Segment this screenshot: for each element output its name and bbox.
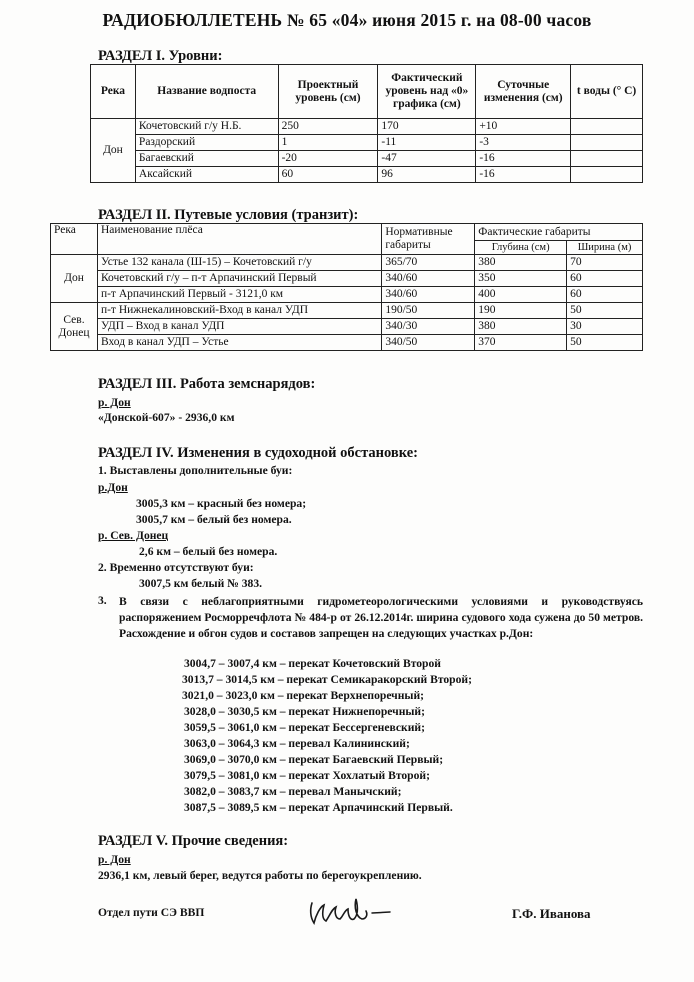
- transit-depth: 380: [475, 319, 567, 335]
- page-title: РАДИОБЮЛЛЕТЕНЬ № 65 «04» июня 2015 г. на 08-00 часов: [102, 10, 592, 30]
- table-row: [51, 303, 643, 319]
- transit-depth: 400: [475, 287, 567, 303]
- transit-norm: 340/30: [382, 319, 475, 335]
- transit-norm: 340/60: [382, 287, 475, 303]
- levels-actual: -11: [378, 135, 476, 151]
- transit-stretch: Вход в канал УДП – Устье: [97, 335, 381, 351]
- levels-temp: [571, 167, 643, 183]
- restriction-item: 3028,0 – 3030,5 км – перекат Нижнепоречный;: [184, 705, 425, 718]
- transit-river-line2: Донец: [58, 326, 90, 339]
- transit-width: 60: [567, 287, 643, 303]
- levels-header-actual: Фактический уровень над «0» графика (см): [378, 65, 476, 119]
- transit-river-cell: Дон: [51, 255, 98, 303]
- transit-stretch: Устье 132 канала (Ш-15) – Кочетовский г/у: [97, 255, 381, 271]
- transit-norm: 365/70: [382, 255, 475, 271]
- section4-heading: РАЗДЕЛ IV. Изменения в судоходной обстановке:: [98, 445, 418, 461]
- table-row: [51, 287, 643, 303]
- buoy-item: 2,6 км – белый без номера.: [139, 545, 278, 558]
- transit-depth: 380: [475, 255, 567, 271]
- section4-item3-text: В связи с неблагоприятными гидрометеорологическими условиями и руководствуясь распоряжением Росморречфлота № 484-р от 26.12.2014г. ширина судового хода сужена до 50 метров. Расхождение и обгон судов и составов запрещен на следующих участках р.Дон:: [119, 595, 643, 640]
- restriction-item: 3013,7 – 3014,5 км – перекат Семикаракорский Второй;: [182, 673, 472, 686]
- levels-temp: [571, 135, 643, 151]
- section3-river: р. Дон: [98, 396, 131, 409]
- restriction-item: 3004,7 – 3007,4 км – перекат Кочетовский Второй: [184, 657, 441, 670]
- levels-actual: 170: [378, 119, 476, 135]
- footer-signer: Г.Ф. Иванова: [512, 906, 591, 921]
- buoy-item: 3005,3 км – красный без номера;: [136, 497, 307, 510]
- table-row: [91, 167, 643, 183]
- transit-header-actual: Фактические габариты: [475, 224, 643, 241]
- table-row: [91, 135, 643, 151]
- transit-table: [50, 223, 643, 351]
- levels-post: Раздорский: [135, 135, 278, 151]
- table-row: [51, 335, 643, 351]
- transit-stretch: Кочетовский г/у – п-т Арпачинский Первый: [97, 271, 381, 287]
- levels-change: -16: [476, 151, 571, 167]
- levels-project: 60: [278, 167, 378, 183]
- transit-norm: 340/60: [382, 271, 475, 287]
- buoy-item: 3005,7 км – белый без номера.: [136, 513, 292, 526]
- levels-header-post: Название водпоста: [135, 65, 278, 119]
- transit-width: 50: [567, 335, 643, 351]
- table-row: [51, 255, 643, 271]
- transit-river-cell: [51, 303, 98, 351]
- footer-department: Отдел пути СЭ ВВП: [98, 906, 205, 919]
- section4-item1: 1. Выставлены дополнительные буи:: [98, 464, 293, 477]
- levels-post: Багаевский: [135, 151, 278, 167]
- transit-width: 30: [567, 319, 643, 335]
- section1-heading: РАЗДЕЛ I. Уровни:: [98, 48, 223, 64]
- levels-temp: [571, 151, 643, 167]
- restriction-item: 3063,0 – 3064,3 км – перевал Калининский;: [184, 737, 410, 750]
- section3-heading: РАЗДЕЛ III. Работа земснарядов:: [98, 376, 316, 392]
- section5-text: 2936,1 км, левый берег, ведутся работы по берегоукреплению.: [98, 869, 422, 882]
- section4-item3-num: 3.: [98, 594, 107, 607]
- transit-stretch: п-т Нижнекалиновский-Вход в канал УДП: [97, 303, 381, 319]
- levels-table: [90, 64, 643, 183]
- transit-stretch: УДП – Вход в канал УДП: [97, 319, 381, 335]
- levels-project: -20: [278, 151, 378, 167]
- transit-depth: 350: [475, 271, 567, 287]
- section2-heading: РАЗДЕЛ II. Путевые условия (транзит):: [98, 207, 359, 223]
- transit-width: 60: [567, 271, 643, 287]
- transit-header-river: Река: [51, 224, 98, 255]
- transit-header-width: Ширина (м): [567, 241, 643, 255]
- transit-norm: 190/50: [382, 303, 475, 319]
- levels-project: 1: [278, 135, 378, 151]
- table-row: [51, 319, 643, 335]
- transit-depth: 370: [475, 335, 567, 351]
- levels-change: -16: [476, 167, 571, 183]
- levels-post: Аксайский: [135, 167, 278, 183]
- levels-header-change: Суточные изменения (см): [476, 65, 571, 119]
- levels-actual: -47: [378, 151, 476, 167]
- section3-text: «Донской-607» - 2936,0 км: [98, 411, 235, 424]
- signature-image: [304, 893, 396, 929]
- restriction-item: 3082,0 – 3083,7 км – перевал Манычский;: [184, 785, 402, 798]
- levels-header-project: Проектный уровень (см): [278, 65, 378, 119]
- restriction-item: 3079,5 – 3081,0 км – перекат Хохлатый Второй;: [184, 769, 430, 782]
- table-row: [51, 271, 643, 287]
- missing-buoy: 3007,5 км белый № 383.: [139, 577, 263, 590]
- transit-width: 70: [567, 255, 643, 271]
- table-row: [91, 151, 643, 167]
- levels-post: Кочетовский г/у Н.Б.: [135, 119, 278, 135]
- table-row: [91, 119, 643, 135]
- levels-project: 250: [278, 119, 378, 135]
- restriction-item: 3021,0 – 3023,0 км – перекат Верхнепоречный;: [182, 689, 424, 702]
- restriction-item: 3087,5 – 3089,5 км – перекат Арпачинский Первый.: [184, 801, 453, 814]
- section5-river: р. Дон: [98, 853, 131, 866]
- section4-river-donets: р. Сев. Донец: [98, 529, 169, 542]
- restriction-item: 3059,5 – 3061,0 км – перекат Бессергеневский;: [184, 721, 425, 734]
- levels-actual: 96: [378, 167, 476, 183]
- levels-change: +10: [476, 119, 571, 135]
- transit-stretch: п-т Арпачинский Первый - 3121,0 км: [97, 287, 381, 303]
- section4-river-don: р.Дон: [98, 481, 128, 494]
- levels-change: -3: [476, 135, 571, 151]
- levels-header-temp: t воды (° С): [571, 65, 643, 119]
- levels-temp: [571, 119, 643, 135]
- transit-width: 50: [567, 303, 643, 319]
- transit-river-line1: Сев.: [63, 313, 85, 326]
- transit-header-normative: Нормативные габариты: [382, 224, 475, 255]
- transit-norm: 340/50: [382, 335, 475, 351]
- transit-header-depth: Глубина (см): [475, 241, 567, 255]
- section5-heading: РАЗДЕЛ V. Прочие сведения:: [98, 833, 289, 849]
- section4-item2: 2. Временно отсутствуют буи:: [98, 561, 254, 574]
- restriction-item: 3069,0 – 3070,0 км – перекат Багаевский Первый;: [184, 753, 444, 766]
- transit-header-stretch: Наименование плёса: [97, 224, 381, 255]
- levels-river-cell: Дон: [91, 119, 136, 183]
- levels-header-river: Река: [91, 65, 136, 119]
- transit-depth: 190: [475, 303, 567, 319]
